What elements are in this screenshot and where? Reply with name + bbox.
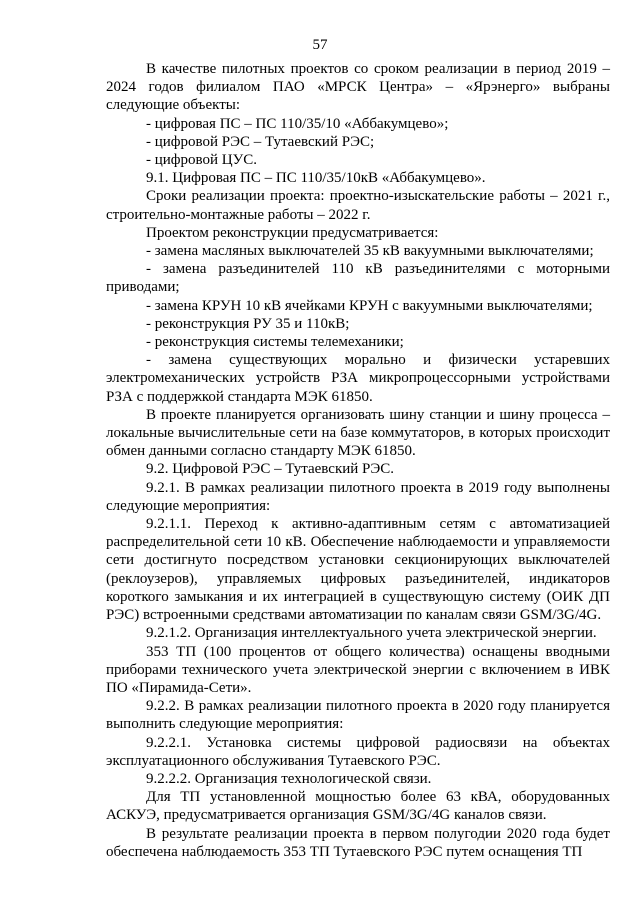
paragraph: 353 ТП (100 процентов от общего количества) оснащены вводными приборами технического учета электрической энергии с включением в ИВК ПО «Пирамида-Сети». <box>106 643 610 696</box>
paragraph: В проекте планируется организовать шину станции и шину процесса – локальные вычислительные сети на базе коммутаторов, в которых происходит обмен данными согласно стандарту МЭК 61850. <box>106 406 610 460</box>
list-item: - цифровой ЦУС. <box>146 152 257 169</box>
list-item: - реконструкция РУ 35 и 110кВ; <box>146 315 350 332</box>
section-heading: 9.2. Цифровой РЭС – Тутаевский РЭС. <box>146 461 395 478</box>
list-item: - реконструкция системы телемеханики; <box>146 334 404 351</box>
list-item: - цифровая ПС – ПС 110/35/10 «Аббакумцево»; <box>146 115 449 132</box>
paragraph: Сроки реализации проекта: проектно-изыскательские работы – 2021 г., строительно-монтажные работы – 2022 г. <box>106 188 610 223</box>
paragraph: 9.2.1.1. Переход к активно-адаптивным сетям с автоматизацией распределительной сети 10 кВ. Обеспечение наблюдаемости и управляемости сети достигнуто посредством установки секционирующих выключателей (реклоузеров), управляемых цифровых разъединителей, индикаторов короткого замыкания и их интеграцией в существующую систему (ОИК ДП РЭС) встроенными средствами автоматизации по каналам связи GSM/3G/4G. <box>106 516 610 624</box>
list-item: - цифровой РЭС – Тутаевский РЭС; <box>146 133 375 150</box>
list-item: - замена разъединителей 110 кВ разъединителями с моторными приводами; <box>106 261 610 296</box>
paragraph: 9.2.2.1. Установка системы цифровой радиосвязи на объектах эксплуатационного обслуживания Тутаевского РЭС. <box>106 734 610 769</box>
paragraph: 9.2.1.2. Организация интеллектуального учета электрической энергии. <box>146 625 597 642</box>
paragraph: 9.2.2.2. Организация технологической связи. <box>146 770 432 787</box>
page-number: 57 <box>312 37 328 53</box>
list-item: - замена КРУН 10 кВ ячейками КРУН с вакуумными выключателями; <box>146 297 593 314</box>
intro-paragraph: В качестве пилотных проектов со сроком реализации в период 2019 – 2024 годов филиалом ПАО «МРСК Центра» – «Ярэнерго» выбраны следующие объекты: <box>106 61 610 114</box>
paragraph: 9.2.1. В рамках реализации пилотного проекта в 2019 году выполнены следующие мероприятия: <box>106 479 610 514</box>
paragraph: Для ТП установленной мощностью более 63 кВА, оборудованных АСКУЭ, предусматривается организация GSM/3G/4G каналов связи. <box>106 789 610 824</box>
document-body <box>106 60 610 861</box>
list-item: - замена существующих морально и физически устаревших электромеханических устройств РЗА микропроцессорными устройствами РЗА с поддержкой стандарта МЭК 61850. <box>106 352 610 405</box>
paragraph: 9.2.2. В рамках реализации пилотного проекта в 2020 году планируется выполнить следующие мероприятия: <box>106 698 610 733</box>
paragraph: В результате реализации проекта в первом полугодии 2020 года будет обеспечена наблюдаемость 353 ТП Тутаевского РЭС путем оснащения ТП <box>106 825 610 860</box>
list-item: - замена масляных выключателей 35 кВ вакуумными выключателями; <box>146 243 594 260</box>
paragraph: Проектом реконструкции предусматривается: <box>146 224 439 241</box>
section-heading: 9.1. Цифровая ПС – ПС 110/35/10кВ «Аббакумцево». <box>146 170 486 187</box>
